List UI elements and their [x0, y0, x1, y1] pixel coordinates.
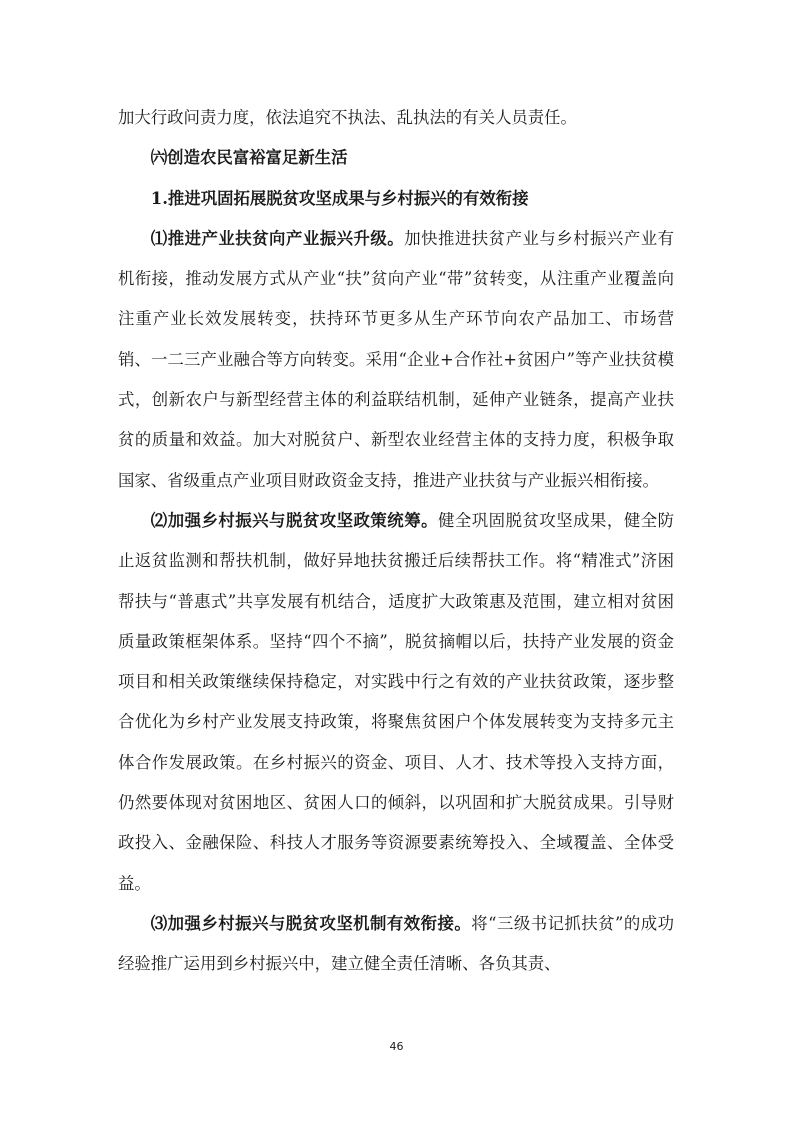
paragraph-text: 加大行政问责力度，依法追究不执法、乱执法的有关人员责任。	[118, 108, 577, 127]
paragraph-mechanism-link	[118, 904, 674, 985]
page-content	[118, 98, 674, 985]
paragraph-text: 将“三级书记抓扶贫”的成功经验推广运用到乡村振兴中，建立健全责任清晰、各负其责、	[118, 913, 675, 974]
paragraph-text: 健全巩固脱贫攻坚成果，健全防止返贫监测和帮扶机制，做好异地扶贫搬迁后续帮扶工作。将“精准式”济困帮扶与“普惠式”共享发展有机结合，适度扩大政策惠及范围，建立相对贫困质量政策框架体系。坚持“四个不摘”，脱贫摘帽以后，扶持产业发展的资金项目和相关政策继续保持稳定，对实践中行之有效的产业扶贫政策，逐步整合优化为乡村产业发展支持政策，将聚焦贫困户个体发展转变为支持多元主体合作发展政策。在乡村振兴的资金、项目、人才、技术等投入支持方面，仍然要体现对贫困地区、贫困人口的倾斜，以巩固和扩大脱贫成果。引导财政投入、金融保险、科技人才服务等资源要素统筹投入、全域覆盖、全体受益。	[118, 510, 675, 893]
heading-text: ㈥创造农民富裕富足新生活	[150, 148, 348, 168]
paragraph-continuation	[118, 98, 674, 138]
paragraph-lead: ⑶加强乡村振兴与脱贫攻坚机制有效衔接。	[150, 913, 472, 933]
subsection-heading-1	[118, 179, 674, 219]
paragraph-lead: ⑴推进产业扶贫向产业振兴升级。	[150, 228, 405, 248]
page-number: 46	[389, 1040, 404, 1053]
paragraph-policy-coordination	[118, 501, 674, 904]
heading-text: 1.推进巩固拓展脱贫攻坚成果与乡村振兴的有效衔接	[150, 188, 529, 208]
paragraph-lead: ⑵加强乡村振兴与脱贫攻坚政策统筹。	[150, 510, 438, 530]
paragraph-industry-upgrade	[118, 219, 674, 501]
section-heading-6	[118, 138, 674, 178]
paragraph-text: 加快推进扶贫产业与乡村振兴产业有机衔接，推动发展方式从产业“扶”贫向产业“带”贫转变，从注重产业覆盖向注重产业长效发展转变，扶持环节更多从生产环节向农产品加工、市场营销、一二三产业融合等方向转变。采用“企业+合作社+贫困户”等产业扶贫模式，创新农户与新型经营主体的利益联结机制，延伸产业链条，提高产业扶贫的质量和效益。加大对脱贫户、新型农业经营主体的支持力度，积极争取国家、省级重点产业项目财政资金支持，推进产业扶贫与产业振兴相衔接。	[118, 228, 674, 490]
